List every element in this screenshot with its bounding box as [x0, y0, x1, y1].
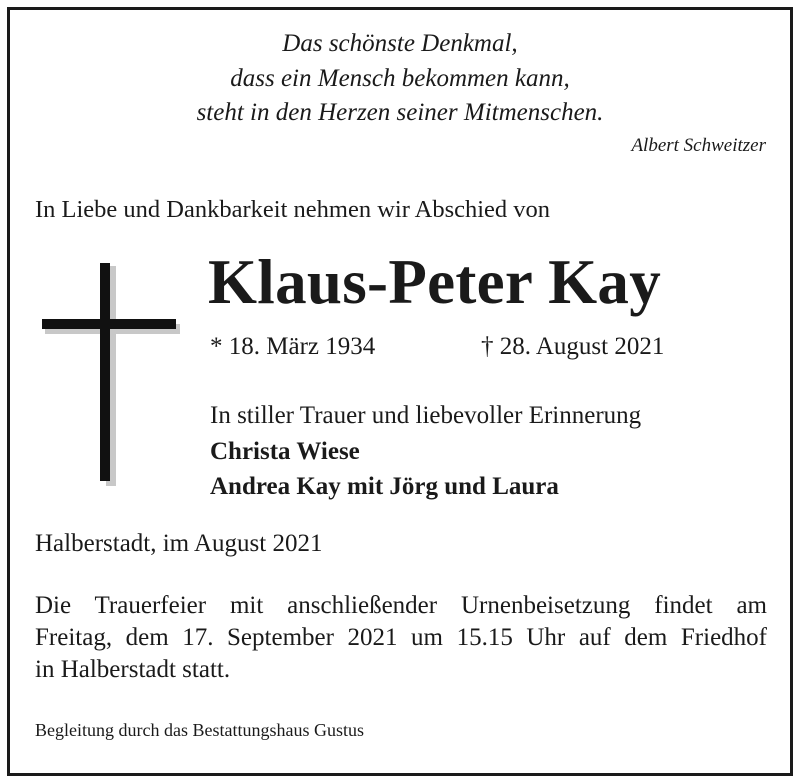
- funeral-home-credit: Begleitung durch das Bestattungshaus Gustus: [35, 720, 364, 740]
- cross-icon: [42, 263, 180, 486]
- place-date: Halberstadt, im August 2021: [35, 530, 323, 557]
- birth-date: * 18. März 1934: [210, 333, 376, 360]
- mourning-intro: In stiller Trauer und liebevoller Erinnerung: [210, 402, 642, 429]
- farewell-intro: In Liebe und Dankbarkeit nehmen wir Abschied von: [35, 196, 551, 223]
- quote-line-1: Das schönste Denkmal,: [282, 30, 518, 57]
- quote-line-3: steht in den Herzen seiner Mitmenschen.: [196, 99, 604, 126]
- funeral-info-line-2: Freitag, dem 17. September 2021 um 15.15 Uhr auf dem Friedhof: [35, 624, 767, 651]
- death-date: † 28. August 2021: [481, 333, 665, 360]
- funeral-info-line-1: Die Trauerfeier mit anschließender Urnenbeisetzung findet am: [35, 592, 767, 619]
- mourner-name-2: Andrea Kay mit Jörg und Laura: [210, 473, 559, 500]
- deceased-name: Klaus-Peter Kay: [208, 247, 662, 317]
- mourner-name-1: Christa Wiese: [210, 438, 360, 465]
- funeral-info: [35, 590, 767, 686]
- quote-author: Albert Schweitzer: [631, 135, 766, 156]
- quote-line-2: dass ein Mensch bekommen kann,: [230, 65, 570, 92]
- funeral-info-line-3: in Halberstadt statt.: [35, 656, 231, 683]
